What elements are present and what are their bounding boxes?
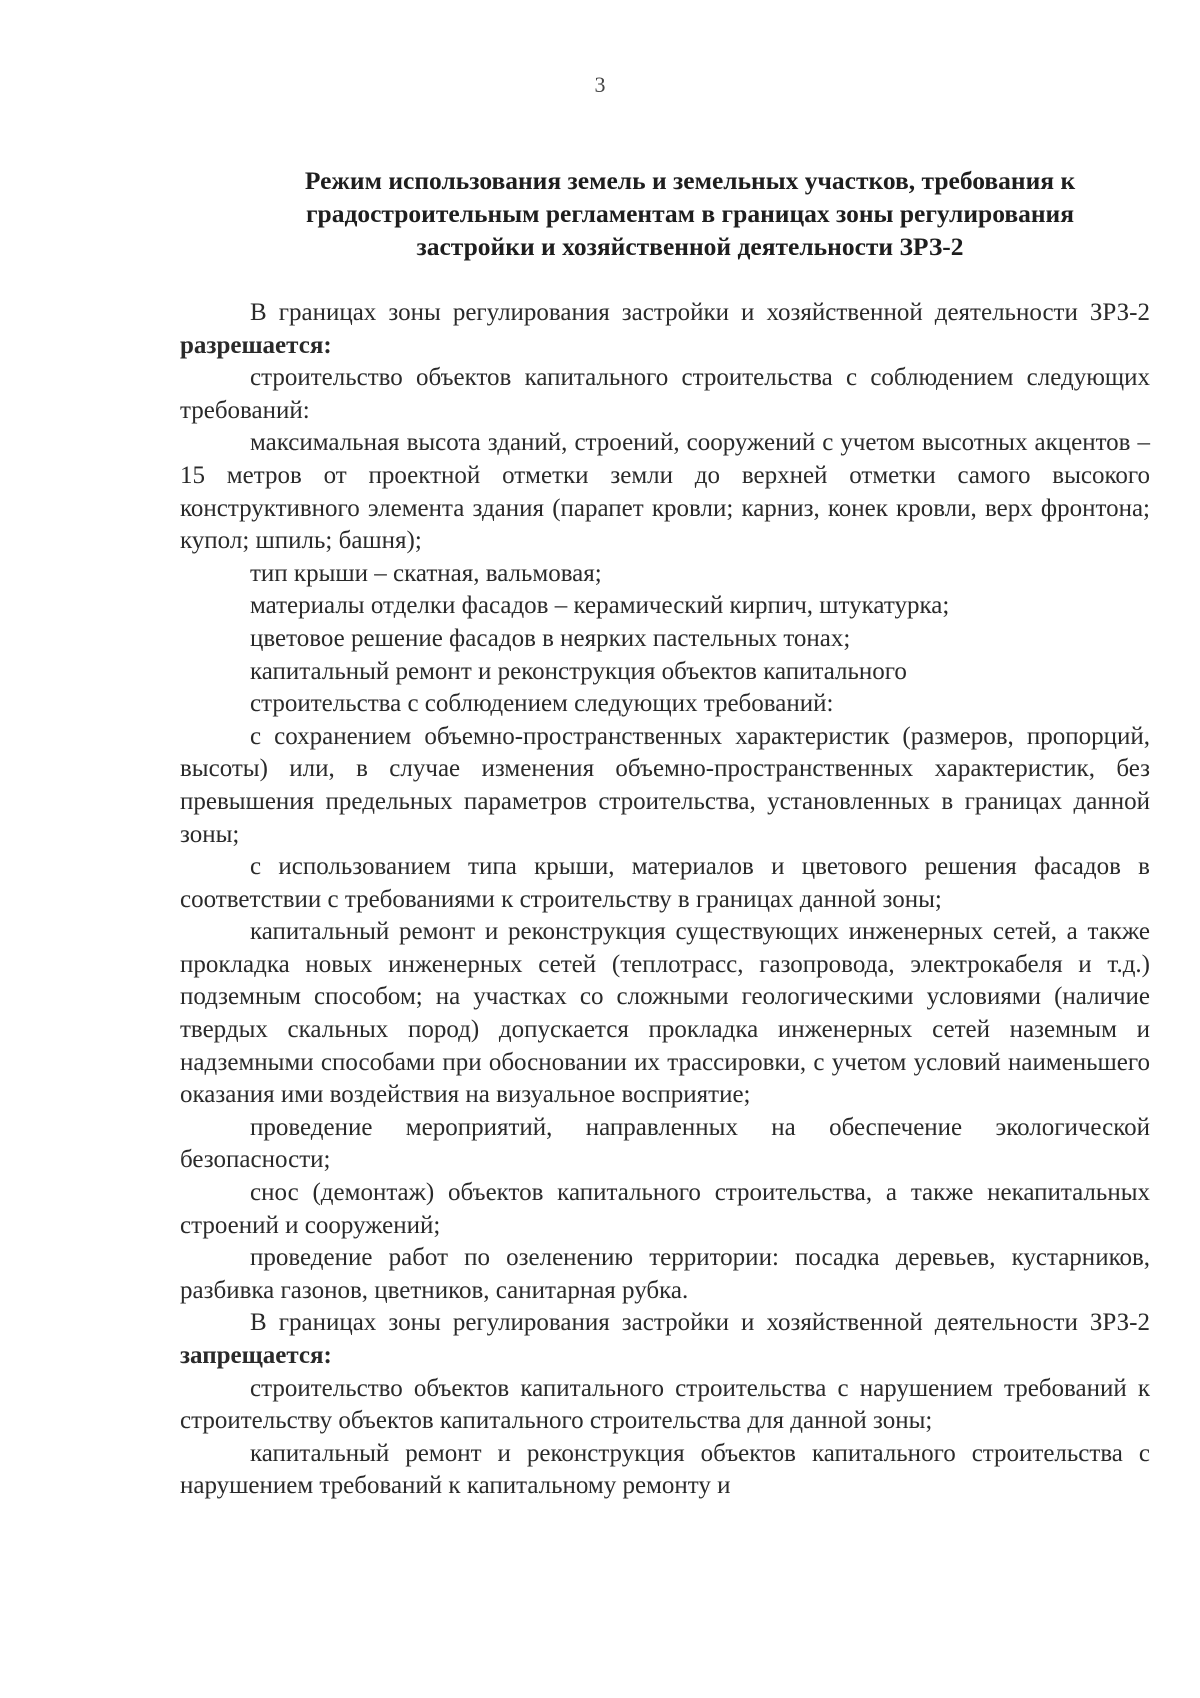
forbidden-intro-text: В границах зоны регулирования застройки и хозяйственной деятельности ЗРЗ-2	[250, 1309, 1150, 1337]
allowed-item: с использованием типа крыши, материалов и цветового решения фасадов в соответствии с требованиями к строительству в границах данной зоны;	[180, 853, 1150, 913]
forbidden-item: капитальный ремонт и реконструкция объектов капитального строительства с нарушением требований к капитальному ремонту и	[180, 1439, 1150, 1500]
allowed-item: тип крыши – скатная, вальмовая;	[250, 559, 602, 587]
document-body	[180, 297, 1150, 1503]
allowed-intro-paragraph	[180, 297, 1150, 362]
allowed-item: с сохранением объемно-пространственных характеристик (размеров, пропорций, высоты) или, в случае изменения объемно-пространственных характеристик, без превышения предельных параметров строительства, установленных в границах данной зоны;	[180, 722, 1150, 848]
forbidden-keyword: запрещается:	[180, 1342, 332, 1369]
allowed-item: строительства с соблюдением следующих требований:	[250, 690, 834, 718]
allowed-item: проведение мероприятий, направленных на обеспечение экологической безопасности;	[180, 1113, 1150, 1174]
allowed-item: проведение работ по озеленению территории: посадка деревьев, кустарников, разбивка газонов, цветников, санитарная рубка.	[180, 1244, 1150, 1304]
forbidden-intro-paragraph	[180, 1307, 1150, 1372]
allowed-item: материалы отделки фасадов – керамический кирпич, штукатурка;	[250, 592, 950, 620]
allowed-item: капитальный ремонт и реконструкция существующих инженерных сетей, а также прокладка новых инженерных сетей (теплотрасс, газопровода, электрокабеля и т.д.) подземным способом; на участках со сложными геологическими условиями (наличие твердых скальных пород) допускается прокладка инженерных сетей наземным и надземными способами при обосновании их трассировки, с учетом условий наименьшего оказания ими воздействия на визуальное восприятие;	[180, 918, 1150, 1109]
allowed-item: максимальная высота зданий, строений, сооружений с учетом высотных акцентов – 15 метров от проектной отметки земли до верхней отметки самого высокого конструктивного элемента здания (парапет кровли; карниз, конек кровли, верх фронтона; купол; шпиль; башня);	[180, 429, 1150, 555]
allowed-item: капитальный ремонт и реконструкция объектов капитального	[250, 657, 907, 685]
allowed-keyword: разрешается:	[180, 331, 332, 359]
title-line-1: Режим использования земель и земельных участков, требования к	[304, 166, 1076, 195]
allowed-item: строительство объектов капитального строительства с соблюдением следующих требований:	[180, 364, 1150, 424]
allowed-item: цветовое решение фасадов в неярких пастельных тонах;	[250, 624, 851, 652]
title-line-2: градостроительным регламентам в границах зоны регулирования	[305, 199, 1075, 228]
section-title	[250, 164, 1130, 263]
page-number: 3	[594, 72, 606, 97]
allowed-intro-text: В границах зоны регулирования застройки и хозяйственной деятельности ЗРЗ-2	[250, 299, 1150, 326]
forbidden-item: строительство объектов капитального строительства с нарушением требований к строительству объектов капитального строительства для данной зоны;	[180, 1374, 1150, 1435]
allowed-item: снос (демонтаж) объектов капитального строительства, а также некапитальных строений и сооружений;	[180, 1179, 1150, 1239]
title-line-3: застройки и хозяйственной деятельности ЗРЗ-2	[416, 232, 964, 261]
